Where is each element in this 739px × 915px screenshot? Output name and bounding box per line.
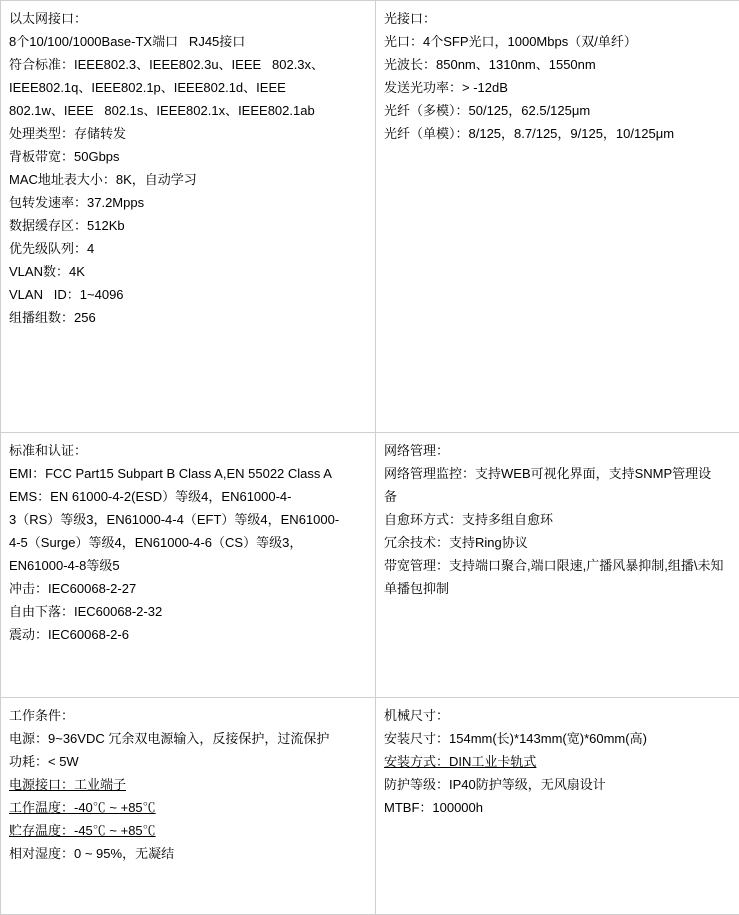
table-row	[1, 698, 739, 915]
spec-line: 发送光功率：> -12dB	[384, 76, 739, 99]
spec-line: 自由下落：IEC60068-2-32	[9, 600, 367, 623]
spec-line: 优先级队列：4	[9, 237, 367, 260]
ethernet-interface-cell	[1, 1, 376, 433]
spec-line: 数据缓存区：512Kb	[9, 214, 367, 237]
spec-line: 工作条件：	[9, 704, 367, 727]
spec-line: 802.1w、IEEE 802.1s、IEEE802.1x、IEEE802.1ab	[9, 99, 367, 122]
spec-line: 光波长：850nm、1310nm、1550nm	[384, 53, 739, 76]
spec-line: 3（RS）等级3，EN61000-4-4（EFT）等级4，EN61000-	[9, 508, 367, 531]
mechanical-dimensions-content	[384, 704, 739, 819]
spec-line: 工作温度：-40℃ ~ +85℃	[9, 796, 367, 819]
spec-line: 8个10/100/1000Base-TX端口 RJ45接口	[9, 30, 367, 53]
spec-line: 光接口：	[384, 7, 739, 30]
spec-line: 安装尺寸：154mm(长)*143mm(宽)*60mm(高)	[384, 727, 739, 750]
network-management-content	[384, 439, 739, 600]
spec-line: EMI：FCC Part15 Subpart B Class A,EN 55022 Class A	[9, 462, 367, 485]
spec-line: 电源接口：工业端子	[9, 773, 367, 796]
standards-certification-content	[9, 439, 367, 646]
spec-line: 单播包抑制	[384, 577, 739, 600]
spec-line: 标准和认证：	[9, 439, 367, 462]
spec-line: 机械尺寸：	[384, 704, 739, 727]
spec-line: 包转发速率：37.2Mpps	[9, 191, 367, 214]
spec-line: MAC地址表大小：8K，自动学习	[9, 168, 367, 191]
spec-line: 带宽管理：支持端口聚合,端口限速,广播风暴抑制,组播\未知	[384, 554, 739, 577]
spec-line: 网络管理：	[384, 439, 739, 462]
spec-line: 组播组数：256	[9, 306, 367, 329]
spec-line: 网络管理监控：支持WEB可视化界面，支持SNMP管理设	[384, 462, 739, 485]
spec-line: 震动：IEC60068-2-6	[9, 623, 367, 646]
spec-line: 电源：9~36VDC 冗余双电源输入，反接保护，过流保护	[9, 727, 367, 750]
spec-line: 相对湿度：0 ~ 95%，无凝结	[9, 842, 367, 865]
spec-line: 光口：4个SFP光口，1000Mbps（双/单纤）	[384, 30, 739, 53]
spec-line: 防护等级：IP40防护等级，无风扇设计	[384, 773, 739, 796]
spec-line: 光纤（多模）：50/125，62.5/125μm	[384, 99, 739, 122]
working-conditions-cell	[1, 698, 376, 915]
table-body	[1, 1, 739, 915]
network-management-cell	[376, 433, 739, 698]
ethernet-interface-content	[9, 7, 367, 329]
spec-line: 贮存温度：-45℃ ~ +85℃	[9, 819, 367, 842]
spec-line: VLAN ID：1~4096	[9, 283, 367, 306]
spec-line: IEEE802.1q、IEEE802.1p、IEEE802.1d、IEEE	[9, 76, 367, 99]
spec-line: 4-5（Surge）等级4，EN61000-4-6（CS）等级3，	[9, 531, 367, 554]
spec-line: 安装方式：DIN工业卡轨式	[384, 750, 739, 773]
optical-interface-cell	[376, 1, 739, 433]
spec-line: 背板带宽：50Gbps	[9, 145, 367, 168]
spec-line: 功耗：< 5W	[9, 750, 367, 773]
spec-line: 处理类型：存储转发	[9, 122, 367, 145]
spec-line: EMS：EN 61000-4-2(ESD）等级4，EN61000-4-	[9, 485, 367, 508]
table-row	[1, 1, 739, 433]
standards-certification-cell	[1, 433, 376, 698]
spec-line: 以太网接口：	[9, 7, 367, 30]
spec-line: 自愈环方式：支持多组自愈环	[384, 508, 739, 531]
spec-line: 光纤（单模）：8/125，8.7/125，9/125，10/125μm	[384, 122, 739, 145]
table-row	[1, 433, 739, 698]
spec-line: MTBF：100000h	[384, 796, 739, 819]
spec-line: 符合标准：IEEE802.3、IEEE802.3u、IEEE 802.3x、	[9, 53, 367, 76]
spec-line: EN61000-4-8等级5	[9, 554, 367, 577]
mechanical-dimensions-cell	[376, 698, 739, 915]
spec-line: 备	[384, 485, 739, 508]
spec-line: 冲击：IEC60068-2-27	[9, 577, 367, 600]
spec-line: 冗余技术：支持Ring协议	[384, 531, 739, 554]
spec-line: VLAN数：4K	[9, 260, 367, 283]
optical-interface-content	[384, 7, 739, 145]
working-conditions-content	[9, 704, 367, 865]
